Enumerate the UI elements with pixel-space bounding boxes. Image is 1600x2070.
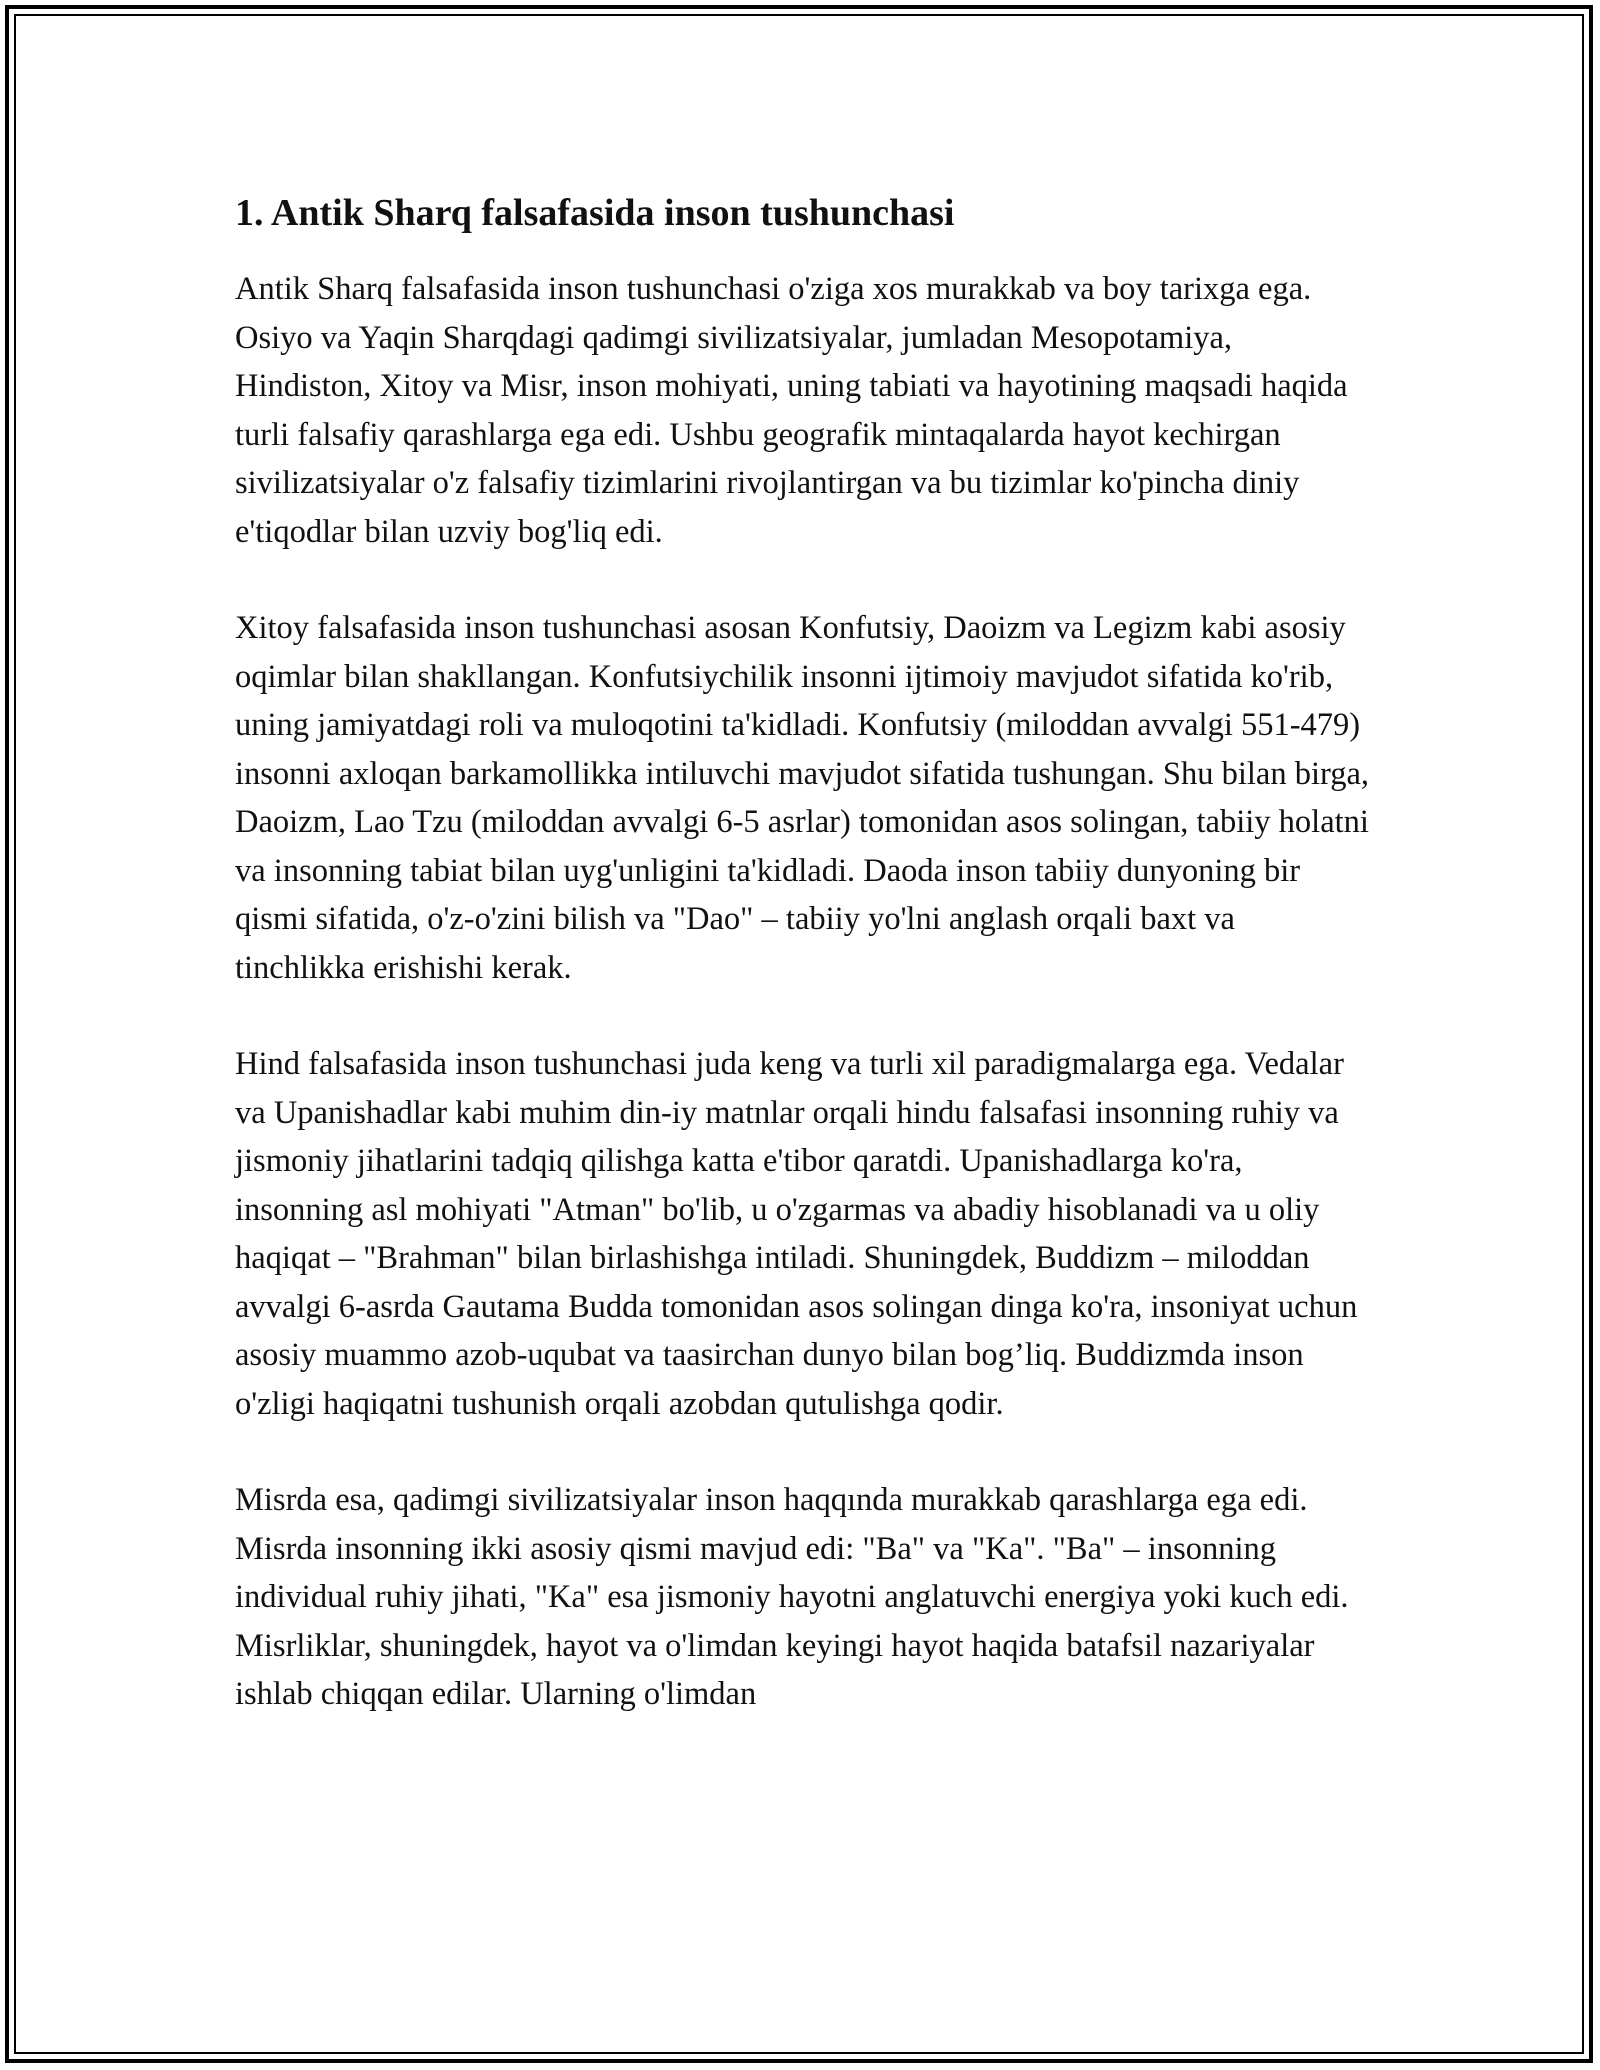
- paragraph-indian-philosophy: Hind falsafasida inson tushunchasi juda keng va turli xil paradigmalarga ega. Vedalar va Upanishadlar kabi muhim din-iy matnlar orqali hindu falsafasi insonning ruhiy va jismoniy jihatlarini tadqiq qilishga katta e'tibor qaratdi. Upanishadlarga ko'ra, insonning asl mohiyati "Atman" bo'lib, u o'zgarmas va abadiy hisoblanadi va u oliy haqiqat – "Brahman" bilan birlashishga intiladi. Shuningdek, Buddizm – miloddan avvalgi 6-asrda Gautama Budda tomonidan asos solingan dinga ko'ra, insoniyat uchun asosiy muammo azob-uqubat va taasirchan dunyo bilan bog’liq. Buddizmda inson o'zligi haqiqatni tushunish orqali azobdan qutulishga qodir.: [235, 1046, 1358, 1422]
- document-body: [235, 187, 1370, 1767]
- paragraph-intro: Antik Sharq falsafasida inson tushunchasi o'ziga xos murakkab va boy tarixga ega. Osiyo va Yaqin Sharqdagi qadimgi sivilizatsiyalar, jumladan Mesopotamiya, Hindiston, Xitoy va Misr, inson mohiyati, uning tabiati va hayotining maqsadi haqida turli falsafiy qarashlarga ega edi. Ushbu geografik mintaqalarda hayot kechirgan sivilizatsiyalar o'z falsafiy tizimlarini rivojlantirgan va bu tizimlar ko'pincha diniy e'tiqodlar bilan uzviy bog'liq edi.: [235, 271, 1348, 550]
- section-heading: 1. Antik Sharq falsafasida inson tushunchasi: [235, 192, 955, 234]
- paragraph-egyptian-philosophy: Misrda esa, qadimgi sivilizatsiyalar inson haqqında murakkab qarashlarga ega edi. Misrda insonning ikki asosiy qismi mavjud edi: "Ba" va "Ka". "Ba" – insonning individual ruhiy jihati, "Ka" esa jismoniy hayotni anglatuvchi energiya yoki kuch edi. Misrliklar, shuningdek, hayot va o'limdan keyingi hayot haqida batafsil nazariyalar ishlab chiqqan edilar. Ularning o'limdan: [235, 1482, 1349, 1712]
- paragraph-chinese-philosophy: Xitoy falsafasida inson tushunchasi asosan Konfutsiy, Daoizm va Legizm kabi asosiy oqimlar bilan shakllangan. Konfutsiychilik insonni ijtimoiy mavjudot sifatida ko'rib, uning jamiyatdagi roli va muloqotini ta'kidladi. Konfutsiy (miloddan avvalgi 551-479) insonni axloqan barkamollikka intiluvchi mavjudot sifatida tushungan. Shu bilan birga, Daoizm, Lao Tzu (miloddan avvalgi 6-5 asrlar) tomonidan asos solingan, tabiiy holatni va insonning tabiat bilan uyg'unligini ta'kidladi. Daoda inson tabiiy dunyoning bir qismi sifatida, o'z-o'zini bilish va "Dao" – tabiiy yo'lni anglash orqali baxt va tinchlikka erishishi kerak.: [235, 610, 1370, 986]
